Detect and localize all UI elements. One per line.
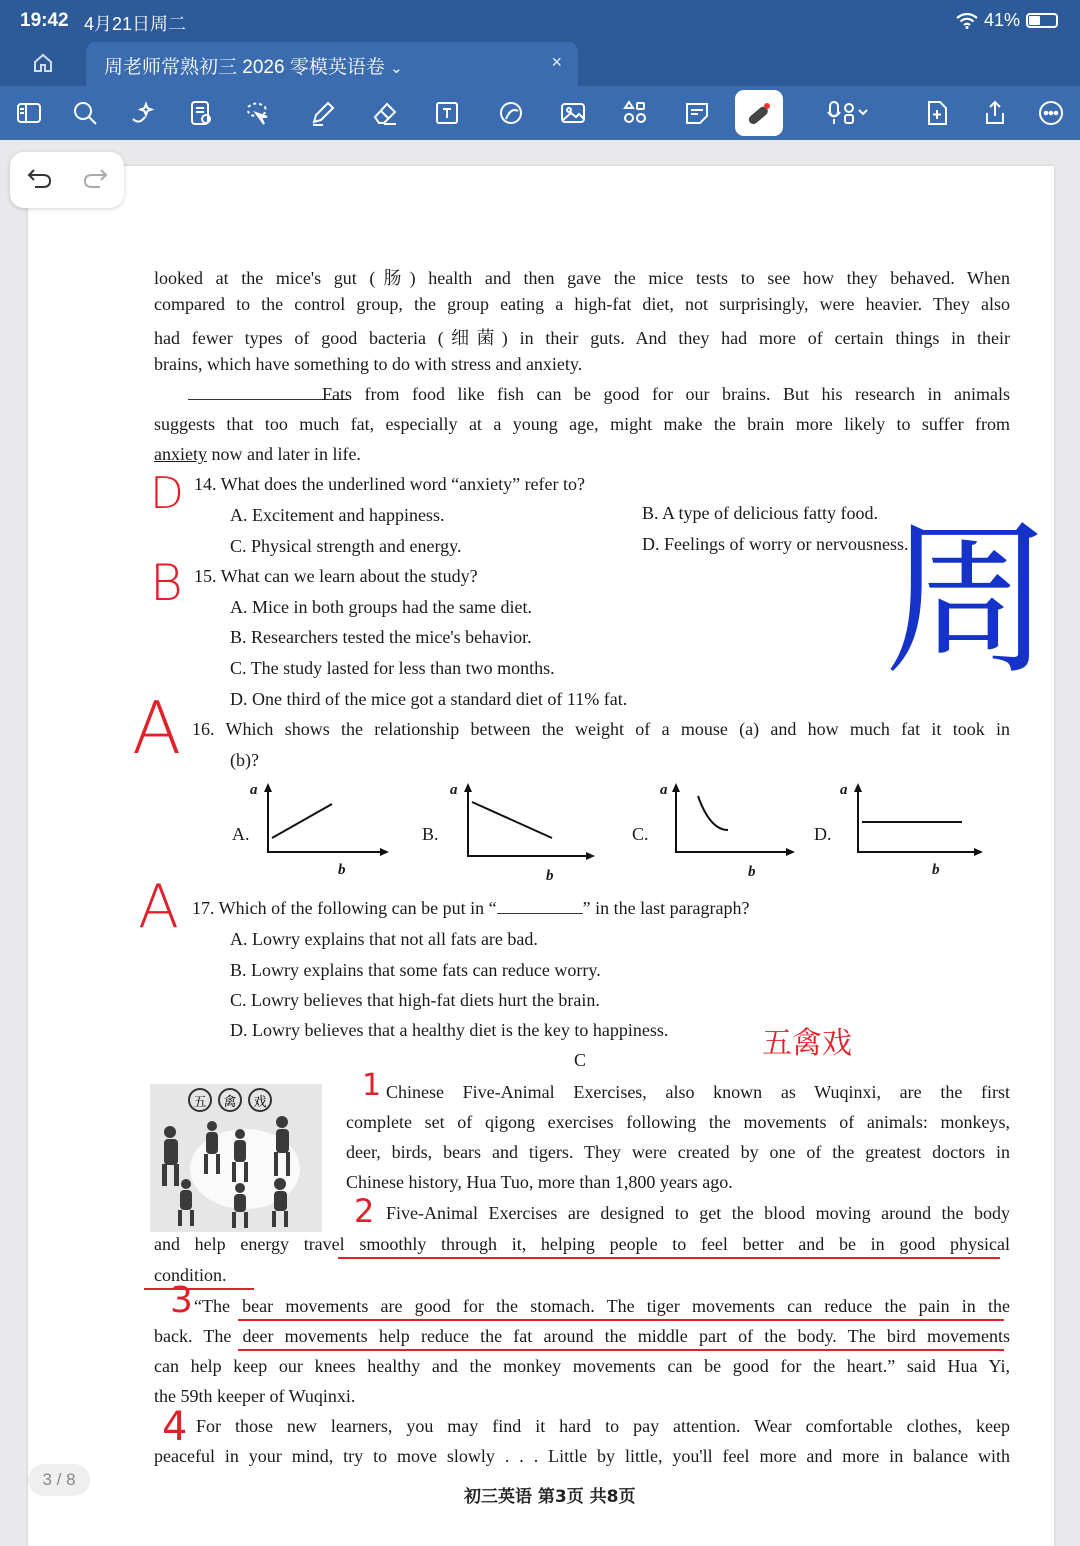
graph-option-label: C. xyxy=(632,824,649,844)
undo-button[interactable] xyxy=(25,167,53,194)
handwritten-number: 3 xyxy=(170,1280,193,1321)
question-15-stem: 15. What can we learn about the study? xyxy=(194,566,478,586)
passage-line: anxiety now and later in life. xyxy=(154,444,361,464)
question-14-option-a: A. Excitement and happiness. xyxy=(230,505,445,525)
question-15-option-c: C. The study lasted for less than two months. xyxy=(230,658,555,678)
caption-seal: 戏 xyxy=(248,1088,272,1112)
question-17-stem: 17. Which of the following can be put in “ ” in the last paragraph? xyxy=(192,898,750,918)
ink-underline xyxy=(144,1288,254,1290)
passage-c-line: Chinese history, Hua Tuo, more than 1,800 years ago. xyxy=(346,1172,733,1192)
chevron-down-icon[interactable]: ⌄ xyxy=(390,60,403,77)
handwritten-number: 2 xyxy=(354,1192,375,1230)
passage-line: had fewer types of good bacteria (细菌) in their guts. And they had more of certain things in their xyxy=(154,328,1010,348)
passage-c-line: Five-Animal Exercises are designed to get the blood moving around the body xyxy=(386,1203,1010,1223)
wifi-icon xyxy=(956,13,978,29)
passage-c-line: complete set of qigong exercises following the movements of animals: monkeys, xyxy=(346,1112,1010,1132)
eraser-icon[interactable] xyxy=(366,94,404,132)
question-17-option-c: C. Lowry believes that high-fat diets hurt the brain. xyxy=(230,990,600,1010)
page-indicator: 3 / 8 xyxy=(28,1464,90,1496)
handwritten-note: 五禽戏 xyxy=(762,1026,852,1061)
undo-icon xyxy=(25,167,53,189)
document-icon[interactable] xyxy=(182,94,220,132)
ink-underline xyxy=(338,1257,1000,1259)
question-16-stem-cont: (b)? xyxy=(230,750,259,770)
passage-line: compared to the control group, the group eating a high-fat diet, not surprisingly, were heavier. They also xyxy=(154,294,1010,314)
battery-icon xyxy=(1026,13,1058,28)
passage-c-line: back. The deer movements help reduce the fat around the middle part of the body. The bird movements xyxy=(154,1326,1010,1346)
passage-c-line: condition. xyxy=(154,1265,227,1285)
undo-redo-panel xyxy=(10,152,124,208)
ink-underline xyxy=(238,1349,1004,1351)
status-right xyxy=(956,10,1058,31)
handwritten-blue-character: 周 xyxy=(884,502,1052,698)
caption-seal: 禽 xyxy=(218,1088,242,1112)
lasso-icon[interactable] xyxy=(238,94,276,132)
passage-line: brains, which have something to do with stress and anxiety. xyxy=(154,354,583,374)
wuqinxi-illustration xyxy=(150,1084,322,1232)
underlined-word: anxiety xyxy=(154,444,207,464)
graph-option-label: A. xyxy=(232,824,250,844)
status-time: 19:42 xyxy=(20,10,69,31)
battery-percent: 41% xyxy=(983,10,1020,30)
image-icon[interactable] xyxy=(554,94,592,132)
top-bar xyxy=(0,0,1080,86)
question-17-option-a: A. Lowry explains that not all fats are bad. xyxy=(230,929,538,949)
textbox-icon[interactable] xyxy=(428,94,466,132)
question-16-stem: 16. Which shows the relationship between the weight of a mouse (a) and how much fat it took in xyxy=(192,719,1010,739)
caption-seal: 五 xyxy=(188,1088,212,1112)
passage-c-line: For those new learners, you may find it hard to pay attention. Wear comfortable clothes, keep xyxy=(196,1416,1010,1436)
laser-icon[interactable] xyxy=(735,90,783,136)
close-tab-button[interactable]: × xyxy=(551,52,562,72)
question-14-option-b: B. A type of delicious fatty food. xyxy=(642,503,878,523)
sidebar-icon[interactable] xyxy=(10,94,48,132)
passage-line: looked at the mice's gut (肠) health and then gave the mice tests to see how they behaved. When xyxy=(154,268,1010,288)
pen-icon[interactable] xyxy=(304,94,342,132)
question-14-option-d: D. Feelings of worry or nervousness. xyxy=(642,534,909,554)
graph-axis-label: a xyxy=(840,782,848,798)
audio-icon[interactable] xyxy=(818,94,880,132)
document-tab[interactable] xyxy=(86,42,578,86)
passage-c-line: peaceful in your mind, try to move slowly . . . Little by little, you'll feel more and more in balance with xyxy=(154,1446,1010,1466)
graph-option-label: B. xyxy=(422,824,439,844)
passage-c-line: Chinese Five-Animal Exercises, also known as Wuqinxi, are the first xyxy=(386,1082,1010,1102)
question-14-stem: 14. What does the underlined word “anxiety” refer to? xyxy=(194,474,586,494)
elements-icon[interactable] xyxy=(616,94,654,132)
handwritten-answer: A xyxy=(138,872,180,942)
passage-c-line: “The bear movements are good for the stomach. The tiger movements can reduce the pain in the xyxy=(194,1296,1010,1316)
graph-axis-label: b xyxy=(546,868,554,884)
graph-axis-label: a xyxy=(250,782,258,798)
graph-axis-label: a xyxy=(660,782,668,798)
passage-c-line: and help energy travel smoothly through it, helping people to feel better and be in good physical xyxy=(154,1234,1010,1254)
redo-icon xyxy=(82,167,110,189)
home-icon xyxy=(32,52,54,74)
page-footer: 初三英语 第3页 共8页 xyxy=(464,1487,636,1507)
share-icon[interactable] xyxy=(976,94,1014,132)
toolbar xyxy=(0,86,1080,140)
shape-icon[interactable] xyxy=(492,94,530,132)
handwritten-number: 1 xyxy=(362,1068,382,1103)
status-date: 4月21日周二 xyxy=(84,14,187,34)
handwritten-answer: A xyxy=(132,686,182,770)
graph-axis-label: b xyxy=(338,862,346,878)
question-15-option-b: B. Researchers tested the mice's behavior. xyxy=(230,627,532,647)
handwritten-answer: D xyxy=(150,468,184,519)
passage-line: Fats from food like fish can be good for our brains. But his research in animals xyxy=(322,384,1010,404)
document-tab-title[interactable]: 周老师常熟初三 2026 零模英语卷 ⌄ xyxy=(104,57,403,78)
sticky-note-icon[interactable] xyxy=(678,94,716,132)
magic-icon[interactable] xyxy=(124,94,162,132)
handwritten-answer: B xyxy=(150,554,183,612)
passage-c-line: the 59th keeper of Wuqinxi. xyxy=(154,1386,356,1406)
question-17-option-b: B. Lowry explains that some fats can reduce worry. xyxy=(230,960,601,980)
graph-axis-label: b xyxy=(932,862,940,878)
document-page[interactable] xyxy=(28,166,1054,1546)
question-14-option-c: C. Physical strength and energy. xyxy=(230,536,462,556)
graph-axis-label: b xyxy=(748,864,756,880)
passage-c-line: can help keep our knees healthy and the monkey movements can be good for the heart.” said Hua Yi, xyxy=(154,1356,1010,1376)
graph-axis-label: a xyxy=(450,782,458,798)
passage-c-line: deer, birds, bears and tigers. They were created by one of the greatest doctors in xyxy=(346,1142,1010,1162)
question-15-option-a: A. Mice in both groups had the same diet. xyxy=(230,597,532,617)
ink-underline xyxy=(238,1319,1004,1321)
graph-option-label: D. xyxy=(814,824,832,844)
passage-line: suggests that too much fat, especially at a young age, might make the brain more likely to suffer from xyxy=(154,414,1010,434)
search-icon[interactable] xyxy=(66,94,104,132)
add-page-icon[interactable] xyxy=(918,94,956,132)
handwritten-number: 4 xyxy=(162,1404,188,1450)
redo-button[interactable] xyxy=(82,167,110,194)
home-tab[interactable] xyxy=(26,50,60,76)
section-heading: C xyxy=(574,1050,587,1070)
more-icon[interactable] xyxy=(1032,94,1070,132)
question-17-option-d: D. Lowry believes that a healthy diet is the key to happiness. xyxy=(230,1020,669,1040)
question-15-option-d: D. One third of the mice got a standard diet of 11% fat. xyxy=(230,689,628,709)
